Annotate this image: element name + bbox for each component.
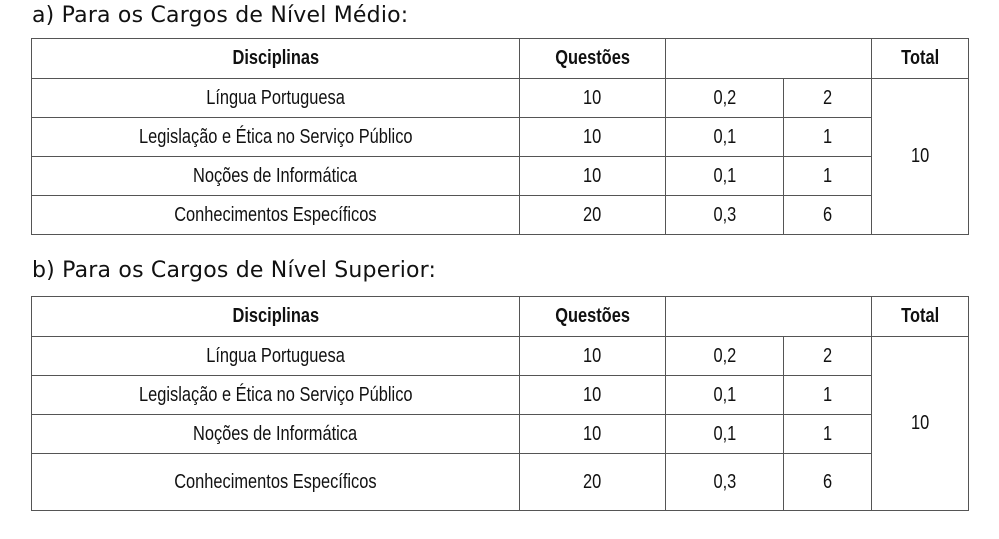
cell-pontos: 1	[784, 376, 872, 415]
cell-pontos: 1	[784, 157, 872, 196]
table-header-row	[32, 297, 969, 337]
table-row	[32, 118, 969, 157]
cell-disciplina: Língua Portuguesa	[32, 337, 520, 376]
cell-total: 10	[872, 79, 969, 235]
cell-disciplina: Língua Portuguesa	[32, 79, 520, 118]
cell-peso: 0,1	[666, 376, 784, 415]
cell-questoes: 10	[520, 337, 666, 376]
cell-disciplina: Conhecimentos Específicos	[32, 196, 520, 235]
cell-disciplina: Legislação e Ética no Serviço Público	[32, 118, 520, 157]
cell-disciplina: Noções de Informática	[32, 157, 520, 196]
header-total: Total	[872, 297, 969, 337]
header-questoes: Questões	[520, 297, 666, 337]
header-questoes: Questões	[520, 39, 666, 79]
cell-questoes: 10	[520, 376, 666, 415]
section-title-nivel-medio: a) Para os Cargos de Nível Médio:	[32, 3, 409, 28]
header-blank	[666, 297, 872, 337]
cell-peso: 0,1	[666, 118, 784, 157]
table-row	[32, 415, 969, 454]
cell-pontos: 2	[784, 337, 872, 376]
table-nivel-superior	[31, 296, 969, 511]
cell-pontos: 1	[784, 415, 872, 454]
section-title-nivel-superior: b) Para os Cargos de Nível Superior:	[32, 258, 437, 283]
cell-questoes: 10	[520, 415, 666, 454]
cell-peso: 0,2	[666, 79, 784, 118]
cell-total: 10	[872, 337, 969, 511]
cell-disciplina: Legislação e Ética no Serviço Público	[32, 376, 520, 415]
cell-disciplina: Conhecimentos Específicos	[32, 454, 520, 511]
cell-questoes: 10	[520, 79, 666, 118]
table-row	[32, 196, 969, 235]
table-row	[32, 79, 969, 118]
cell-pontos: 1	[784, 118, 872, 157]
cell-peso: 0,2	[666, 337, 784, 376]
cell-peso: 0,3	[666, 196, 784, 235]
cell-peso: 0,3	[666, 454, 784, 511]
cell-questoes: 10	[520, 157, 666, 196]
cell-pontos: 2	[784, 79, 872, 118]
table-row	[32, 337, 969, 376]
cell-questoes: 10	[520, 118, 666, 157]
table-row	[32, 454, 969, 511]
header-disciplinas: Disciplinas	[32, 39, 520, 79]
cell-pontos: 6	[784, 454, 872, 511]
cell-disciplina: Noções de Informática	[32, 415, 520, 454]
table-row	[32, 376, 969, 415]
cell-peso: 0,1	[666, 157, 784, 196]
table-nivel-medio	[31, 38, 969, 235]
header-total: Total	[872, 39, 969, 79]
cell-pontos: 6	[784, 196, 872, 235]
table-row	[32, 157, 969, 196]
header-disciplinas: Disciplinas	[32, 297, 520, 337]
header-blank	[666, 39, 872, 79]
cell-questoes: 20	[520, 196, 666, 235]
cell-peso: 0,1	[666, 415, 784, 454]
table-header-row	[32, 39, 969, 79]
cell-questoes: 20	[520, 454, 666, 511]
